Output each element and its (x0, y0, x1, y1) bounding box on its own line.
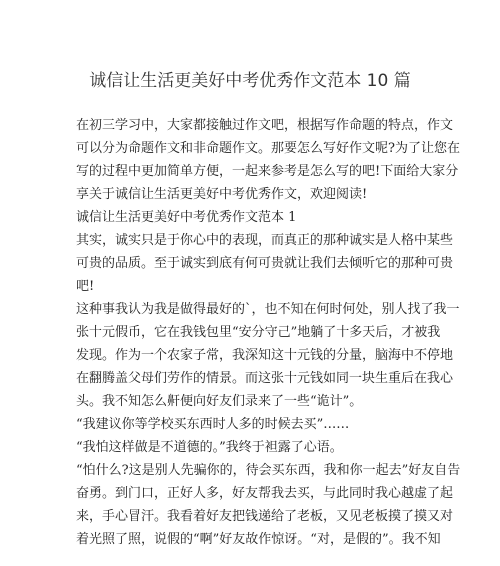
document-title: 诚信让生活更美好中考优秀作文范本 10 篇 (89, 71, 411, 91)
paragraph-line: 在翻腾盖父母们劳作的情景。而这张十元钱如同一块生重后在我心 (76, 371, 454, 386)
paragraph-line: 头。我不知怎么鼾便向好友们录来了一些“诡计”。 (76, 394, 363, 409)
paragraph-line: 发现。作为一个农家子常，我深知这十元钱的分量，脑海中不停地 (76, 348, 454, 363)
document-body (76, 114, 461, 551)
paragraph-line: 着光照了照，说假的“啊”好友故作惊讶。“对，是假的”。我不知 (76, 532, 441, 547)
page-bottom-fade (0, 548, 500, 566)
paragraph-line: 在初三学习中，大家都接触过作文吧，根据写作命题的特点，作文 (76, 118, 454, 133)
paragraph-line: “我怕这样做是不道德的。”我终于袒露了心语。 (76, 440, 343, 455)
paragraph-line: 可以分为命题作文和非命题作文。那要怎么写好作文呢?为了让您在 (76, 141, 460, 156)
paragraph-line: 张十元假币，它在我钱包里“安分守己”地躺了十多天后，才被我 (76, 325, 441, 340)
paragraph-line: 写的过程中更加简单方便，一起来参考是怎么写的吧!下面给大家分 (76, 164, 459, 179)
section-heading: 诚信让生活更美好中考优秀作文范本 1 (76, 210, 297, 225)
paragraph-line: 可贵的品质。至于诚实到底有何可贵就让我们去倾听它的那种可贵 (76, 256, 454, 271)
paragraph-line: 奋勇。到门口，正好人多，好友帮我去买，与此同时我心越虚了起 (76, 486, 454, 501)
paragraph-line: 吧! (76, 279, 95, 294)
paragraph-line: 享关于诚信让生活更美好中考优秀作文，欢迎阅读! (76, 187, 368, 202)
paragraph-line: “怕什么?这是别人先骗你的，待会买东西，我和你一起去”好友自告 (76, 463, 461, 478)
paragraph-line: 这种事我认为我是做得最好的`，也不知在何时何处，别人找了我一 (76, 302, 460, 317)
paragraph-line: 来，手心冒汗。我看着好友把钱递给了老板，又见老板摸了摸又对 (76, 509, 454, 524)
paragraph-line: 其实，诚实只是于你心中的表现，而真正的那种诚实是人格中某些 (76, 233, 454, 248)
paragraph-line: “我建议你等学校买东西时人多的时候去买”…… (76, 417, 350, 432)
